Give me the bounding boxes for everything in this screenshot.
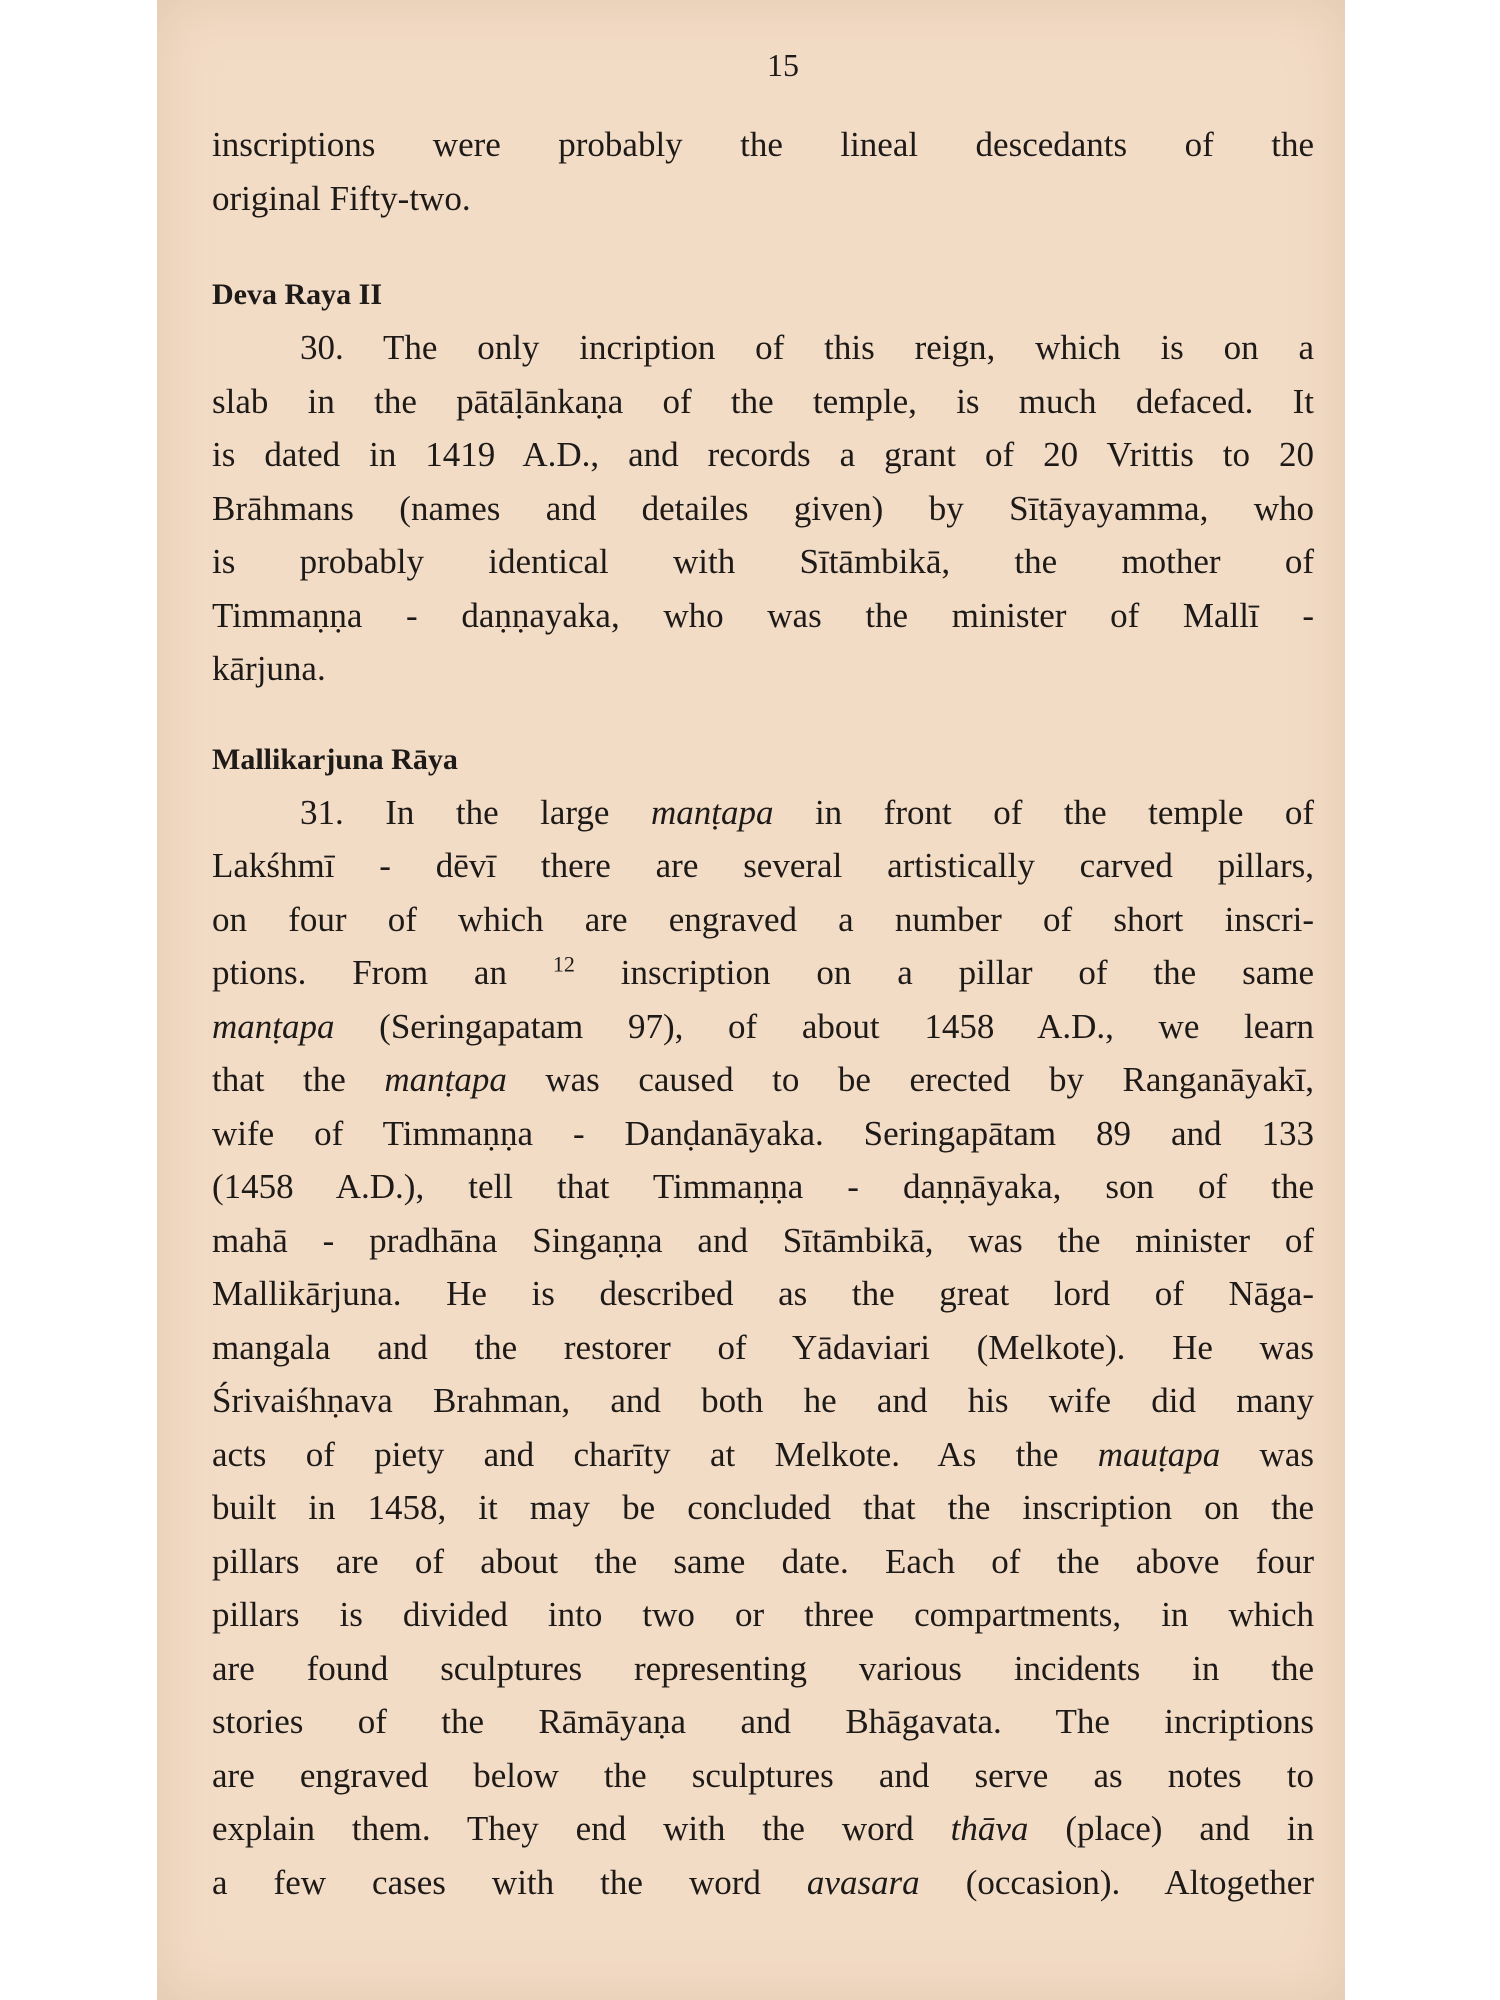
text-line: Brāhmans (names and detailes given) by Sītāyayamma, who [212, 488, 1314, 528]
page-number: 15 [767, 47, 799, 83]
text-line: 30. The only incription of this reign, which is on a [300, 328, 1314, 367]
text-line: is dated in 1419 A.D., and records a grant of 20 Vrittis to 20 [212, 435, 1314, 474]
page-content [212, 40, 1314, 1909]
text-line: original Fifty-two. [212, 178, 471, 218]
text-line: (1458 A.D.), tell that Timmaṇṇa - daṇṇāyaka, son of the [212, 1167, 1314, 1206]
paragraph-30 [212, 321, 1314, 696]
text-line: explain them. They end with the word thāva (place) and in [212, 1809, 1314, 1848]
text-line: Lakśhmī - dēvī there are several artistically carved pillars, [212, 846, 1314, 885]
text-line: acts of piety and charīty at Melkote. As the mauṭapa was [212, 1434, 1314, 1474]
text-line: wife of Timmaṇṇa - Danḍanāyaka. Seringapātam 89 and 133 [212, 1113, 1314, 1153]
text-line: manṭapa (Seringapatam 97), of about 1458 A.D., we learn [212, 1006, 1314, 1046]
text-line: a few cases with the word avasara (occasion). Altogether [212, 1862, 1314, 1902]
text-line: inscriptions were probably the lineal descedants of the [212, 125, 1314, 164]
text-line: built in 1458, it may be concluded that the inscription on the [212, 1488, 1314, 1527]
text-line: are engraved below the sculptures and serve as notes to [212, 1755, 1314, 1795]
text-line: kārjuna. [212, 649, 326, 688]
text-line: mahā - pradhāna Singaṇṇa and Sītāmbikā, was the minister of [212, 1220, 1314, 1260]
section-heading-deva-raya: Deva Raya II [212, 278, 382, 311]
text-line: stories of the Rāmāyaṇa and Bhāgavata. The incriptions [212, 1702, 1314, 1741]
text-line: slab in the pātāḷānkaṇa of the temple, is much defaced. It [212, 381, 1314, 421]
book-page [157, 0, 1345, 2000]
text-line: Mallikārjuna. He is described as the great lord of Nāga- [212, 1274, 1314, 1313]
text-line: ptions. From an $^{12}$ inscription on a pillar of the same [212, 951, 1314, 992]
text-line: that the manṭapa was caused to be erected by Ranganāyakī, [212, 1060, 1314, 1099]
text-line: on four of which are engraved a number of short inscri- [212, 899, 1314, 939]
text-line: mangala and the restorer of Yādaviari (Melkote). He was [212, 1327, 1314, 1367]
text-line: pillars is divided into two or three compartments, in which [212, 1595, 1314, 1634]
text-line: Śrivaiśhṇava Brahman, and both he and his wife did many [212, 1381, 1314, 1420]
text-line: is probably identical with Sītāmbikā, the mother of [212, 542, 1314, 581]
intro-paragraph [212, 118, 1314, 225]
text-line: are found sculptures representing various incidents in the [212, 1648, 1314, 1688]
text-line: 31. In the large manṭapa in front of the temple of [300, 792, 1315, 832]
footnote-marker: 12 [552, 951, 575, 977]
section-heading-mallikarjuna-raya: Mallikarjuna Rāya [212, 742, 458, 776]
text-line: Timmaṇṇa - daṇṇayaka, who was the minister of Mallī - [212, 595, 1314, 635]
text-line: pillars are of about the same date. Each of the above four [212, 1541, 1314, 1581]
paragraph-31 [212, 786, 1314, 1910]
